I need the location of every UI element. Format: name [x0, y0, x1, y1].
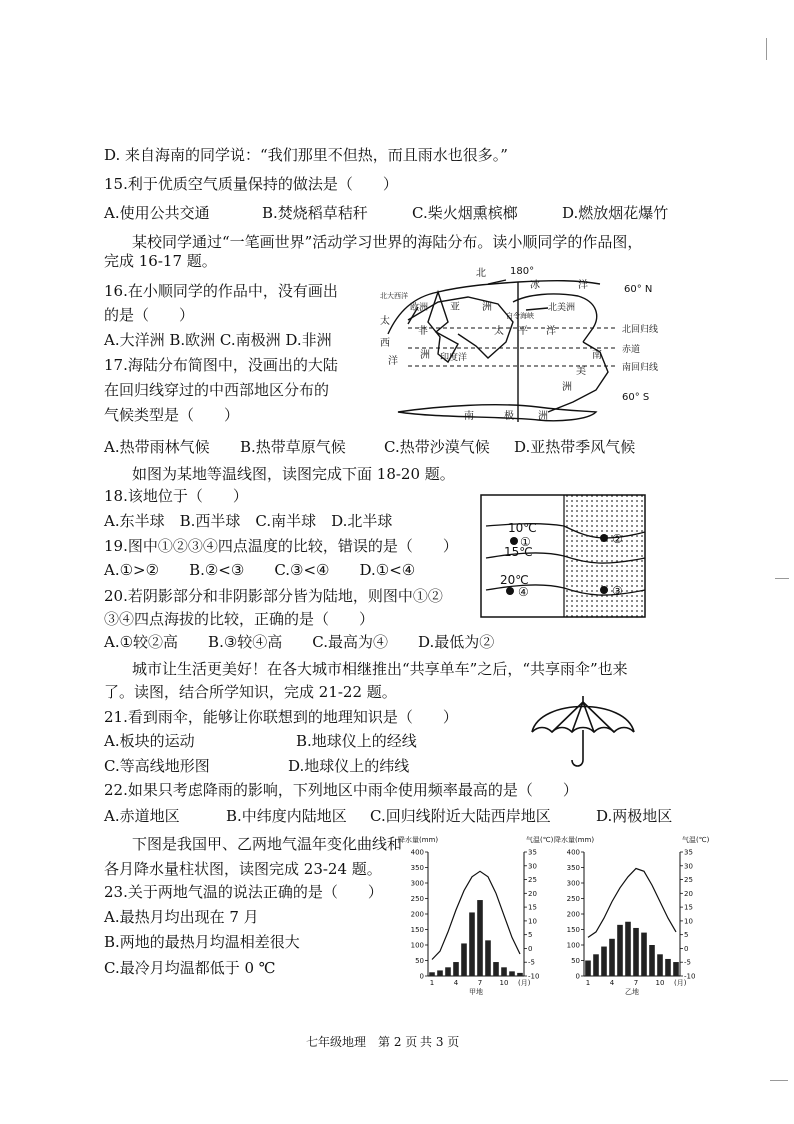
q20-options: A.①较②高 B.③较④高 C.最高为④ D.最低为② — [104, 633, 495, 651]
q23-intro: 下图是我国甲、乙两地气温年变化曲线和 — [132, 835, 403, 853]
q23-stem: 23.关于两地气温的说法正确的是（ ） — [104, 883, 383, 901]
temp-tick-label: 25 — [528, 876, 537, 885]
q22-option-d: D.两极地区 — [596, 807, 673, 825]
month-tick-label: 7 — [477, 979, 483, 987]
map-label-south-tropic: 南回归线 — [622, 363, 659, 373]
precip-bar — [625, 922, 631, 976]
month-tick-label: 4 — [453, 979, 459, 987]
map-label-60n: 60° N — [624, 284, 653, 295]
temp-tick-label: 0 — [528, 944, 533, 953]
month-unit-label: (月) — [674, 979, 687, 987]
map-label-xi: 西 — [380, 338, 390, 349]
q17-option-c: C.热带沙漠气候 — [384, 438, 490, 456]
precip-tick-label: 300 — [410, 879, 424, 888]
point-3-dot — [600, 586, 608, 594]
point-2-dot — [600, 534, 608, 542]
precip-bar — [585, 961, 591, 977]
precip-bar — [437, 970, 443, 976]
q23-option-c: C.最冷月均温都低于 0 ℃ — [104, 959, 276, 977]
precip-tick-label: 0 — [575, 972, 580, 981]
precip-bar — [485, 940, 491, 976]
q23-option-a: A.最热月均出现在 7 月 — [104, 908, 259, 926]
point-4-dot — [506, 587, 514, 595]
month-tick-label: 7 — [633, 979, 639, 987]
map-label-nan: 南 — [592, 350, 602, 361]
temp-tick-label: 30 — [684, 862, 693, 871]
umbrella-illustration — [526, 690, 640, 770]
q17-option-b: B.热带草原气候 — [240, 438, 346, 456]
precip-bar — [617, 925, 623, 976]
map-label-fei: 非 — [418, 326, 428, 337]
precip-bar — [609, 939, 615, 976]
q19-stem: 19.图中①②③④四点温度的比较，错误的是（ ） — [104, 537, 458, 555]
map-label-north-tropic: 北回归线 — [622, 325, 659, 335]
q22-option-a: A.赤道地区 — [104, 807, 180, 825]
precip-bar — [477, 900, 483, 976]
label-10c: 10℃ — [508, 521, 537, 535]
q21-option-d: D.地球仪上的纬线 — [288, 757, 410, 775]
temp-tick-label: 30 — [528, 862, 537, 871]
precip-axis-title: 降水量(mm) — [398, 836, 439, 844]
temp-tick-label: 15 — [528, 903, 537, 912]
precip-bar — [641, 933, 647, 976]
q16-stem-cont: 的是（ ） — [104, 306, 195, 324]
temp-tick-label: 5 — [684, 931, 689, 940]
map-label-zhou3: 洲 — [538, 411, 548, 422]
q21-intro-cont: 了。读图，结合所学知识，完成 21-22 题。 — [104, 683, 397, 701]
q16-intro-cont: 完成 16-17 题。 — [104, 252, 217, 270]
q21-intro: 城市让生活更美好！在各大城市相继推出“共享单车”之后，“共享雨伞”也来 — [132, 660, 628, 678]
footer-subject: 七年级地理 — [306, 1035, 367, 1049]
month-tick-label: 4 — [609, 979, 615, 987]
map-label-north-atlantic: 北大西洋 — [380, 292, 408, 300]
precip-bar — [593, 954, 599, 976]
precip-bar — [501, 967, 507, 976]
arrow-line — [526, 308, 548, 310]
precip-tick-label: 350 — [410, 864, 424, 872]
map-label-asia-b: 洲 — [482, 302, 492, 313]
q15-option-b: B.焚烧稻草秸秆 — [262, 204, 368, 222]
temp-tick-label: 15 — [684, 903, 693, 912]
precip-tick-label: 300 — [566, 879, 580, 888]
q15-option-c: C.柴火烟熏槟榔 — [412, 204, 518, 222]
precip-bar — [429, 972, 435, 976]
temperature-curve — [432, 871, 520, 959]
station-name-label: 乙地 — [625, 988, 639, 996]
label-20c: 20℃ — [500, 573, 529, 587]
map-label-ice: 冰 — [530, 280, 540, 291]
q17-stem-cont: 在回归线穿过的中西部地区分布的 — [104, 381, 330, 399]
temp-tick-label: -10 — [528, 972, 540, 981]
antarctica-outline — [398, 405, 596, 421]
temp-tick-label: -5 — [684, 958, 691, 967]
q18-intro: 如图为某地等温线图，读图完成下面 18-20 题。 — [132, 465, 455, 483]
precip-bar — [493, 962, 499, 976]
map-label-north: 北 — [476, 268, 486, 279]
map-label-tai: 太 — [380, 316, 390, 327]
q16-intro: 某校同学通过“一笔画世界”活动学习世界的海陆分布。读小顺同学的作品图， — [132, 233, 643, 251]
umbrella-handle — [572, 730, 583, 766]
q18-stem: 18.该地位于（ ） — [104, 487, 248, 505]
station-name-label: 甲地 — [469, 988, 483, 996]
q22-option-c: C.回归线附近大陆西岸地区 — [370, 807, 551, 825]
temperature-curve — [588, 869, 676, 938]
map-label-tai2: 太 — [494, 326, 504, 337]
precip-bar — [517, 973, 523, 976]
precip-bar — [601, 947, 607, 976]
precip-tick-label: 50 — [571, 957, 580, 965]
precip-tick-label: 200 — [410, 910, 424, 919]
scan-edge-mark — [766, 38, 767, 60]
map-label-yang2: 洋 — [546, 326, 556, 337]
precip-tick-label: 100 — [566, 941, 580, 950]
footer-page: 第 2 页 — [378, 1035, 418, 1049]
map-label-equator: 赤道 — [622, 345, 641, 355]
label-15c: 15℃ — [504, 545, 533, 559]
q17-stem: 17.海陆分布简图中，没画出的大陆 — [104, 356, 338, 374]
month-tick-label: 10 — [499, 979, 509, 987]
map-label-yang: 洋 — [388, 356, 398, 367]
climate-chart-yi — [552, 832, 712, 998]
map-label-north-america: 北美洲 — [548, 303, 576, 313]
temp-tick-label: 10 — [528, 917, 537, 926]
label-point-2: ② — [612, 532, 623, 546]
temp-tick-label: -5 — [528, 958, 535, 967]
precip-bar — [461, 943, 467, 976]
map-label-zhou: 洲 — [420, 350, 430, 361]
precip-tick-label: 200 — [566, 910, 580, 919]
precip-tick-label: 0 — [419, 972, 424, 981]
precip-bar — [657, 954, 663, 976]
precip-tick-label: 50 — [415, 957, 424, 965]
precip-tick-label: 100 — [410, 941, 424, 950]
month-tick-label: 10 — [655, 979, 665, 987]
scan-edge-mark — [770, 1080, 788, 1081]
map-label-ji: 极 — [504, 411, 514, 422]
month-tick-label: 1 — [429, 979, 435, 987]
precip-tick-label: 250 — [410, 895, 424, 903]
precip-bar — [469, 912, 475, 976]
temp-axis-title: 气温(℃) — [682, 836, 710, 844]
precip-tick-label: 150 — [410, 926, 424, 934]
precip-bar — [445, 967, 451, 976]
q20-stem-cont: ③④四点海拔的比较，正确的是（ ） — [104, 610, 375, 628]
precip-axis-title: 降水量(mm) — [554, 836, 595, 844]
temp-tick-label: 10 — [684, 917, 693, 926]
q16-options: A.大洋洲 B.欧洲 C.南极洲 D.非洲 — [104, 331, 332, 349]
temp-axis-title: 气温(℃) — [526, 836, 554, 844]
precip-tick-label: 350 — [566, 864, 580, 872]
q17-option-a: A.热带雨林气候 — [104, 438, 210, 456]
q21-option-c: C.等高线地形图 — [104, 757, 210, 775]
q22-option-b: B.中纬度内陆地区 — [226, 807, 347, 825]
q16-stem: 16.在小顺同学的作品中，没有画出 — [104, 282, 338, 300]
precip-bar — [453, 962, 459, 976]
temp-tick-label: 0 — [684, 944, 689, 953]
temp-tick-label: 20 — [528, 889, 537, 898]
isotherm-map — [480, 494, 646, 618]
precip-tick-label: 250 — [566, 895, 580, 903]
precip-tick-label: 150 — [566, 926, 580, 934]
map-label-60s: 60° S — [622, 392, 650, 403]
label-point-3: ③ — [612, 584, 623, 598]
footer-total: 共 3 页 — [420, 1035, 460, 1049]
precip-bar — [673, 962, 679, 976]
map-label-europe: 欧洲 — [410, 303, 429, 313]
map-label-180: 180° — [510, 266, 535, 277]
q19-options: A.①>② B.②<③ C.③<④ D.①<④ — [104, 561, 416, 579]
q17-option-d: D.亚热带季风气候 — [514, 438, 636, 456]
q21-option-a: A.板块的运动 — [104, 732, 195, 750]
q23-intro-cont: 各月降水量柱状图，读图完成 23-24 题。 — [104, 860, 382, 878]
precip-tick-label: 400 — [410, 848, 424, 857]
q20-stem: 20.若阴影部分和非阴影部分皆为陆地，则图中①② — [104, 587, 443, 605]
temp-tick-label: 35 — [528, 848, 537, 857]
precip-bar — [649, 945, 655, 976]
precip-bar — [665, 959, 671, 976]
shaded-region — [564, 495, 645, 617]
q21-stem: 21.看到雨伞，能够让你联想到的地理知识是（ ） — [104, 708, 458, 726]
map-label-zhou2: 洲 — [562, 382, 572, 393]
world-sea-land-sketch — [378, 262, 680, 432]
label-point-1: ① — [520, 535, 531, 549]
label-point-4: ④ — [518, 585, 529, 599]
map-label-asia-a: 亚 — [450, 302, 460, 313]
temp-tick-label: -10 — [684, 972, 696, 981]
point-1-dot — [510, 537, 518, 545]
temp-tick-label: 35 — [684, 848, 693, 857]
q14-option-d: D. 来自海南的同学说：“我们那里不但热，而且雨水也很多。” — [104, 146, 508, 164]
month-tick-label: 1 — [585, 979, 591, 987]
q15-option-d: D.燃放烟花爆竹 — [562, 204, 669, 222]
precip-tick-label: 400 — [566, 848, 580, 857]
q23-option-b: B.两地的最热月均温相差很大 — [104, 933, 300, 951]
q15-option-a: A.使用公共交通 — [104, 204, 210, 222]
map-label-mei: 美 — [576, 366, 586, 377]
map-label-bering: 白令海峡 — [506, 312, 534, 320]
q18-options: A.东半球 B.西半球 C.南半球 D.北半球 — [104, 512, 393, 530]
precip-bar — [633, 928, 639, 976]
temp-tick-label: 20 — [684, 889, 693, 898]
precip-bar — [509, 971, 515, 976]
temp-tick-label: 25 — [684, 876, 693, 885]
q17-stem-cont2: 气候类型是（ ） — [104, 406, 240, 424]
month-unit-label: (月) — [518, 979, 531, 987]
q15-stem: 15.利于优质空气质量保持的做法是（ ） — [104, 175, 398, 193]
climate-chart-jia — [396, 832, 556, 998]
map-label-nan2: 南 — [464, 411, 474, 422]
q21-option-b: B.地球仪上的经线 — [296, 732, 417, 750]
temp-tick-label: 5 — [528, 931, 533, 940]
scan-edge-mark — [775, 578, 789, 579]
map-label-ping: 平 — [518, 326, 528, 337]
map-label-indian-ocean: 印度洋 — [440, 353, 468, 363]
q22-stem: 22.如果只考虑降雨的影响，下列地区中雨伞使用频率最高的是（ ） — [104, 781, 578, 799]
map-label-ocean: 洋 — [578, 280, 588, 291]
